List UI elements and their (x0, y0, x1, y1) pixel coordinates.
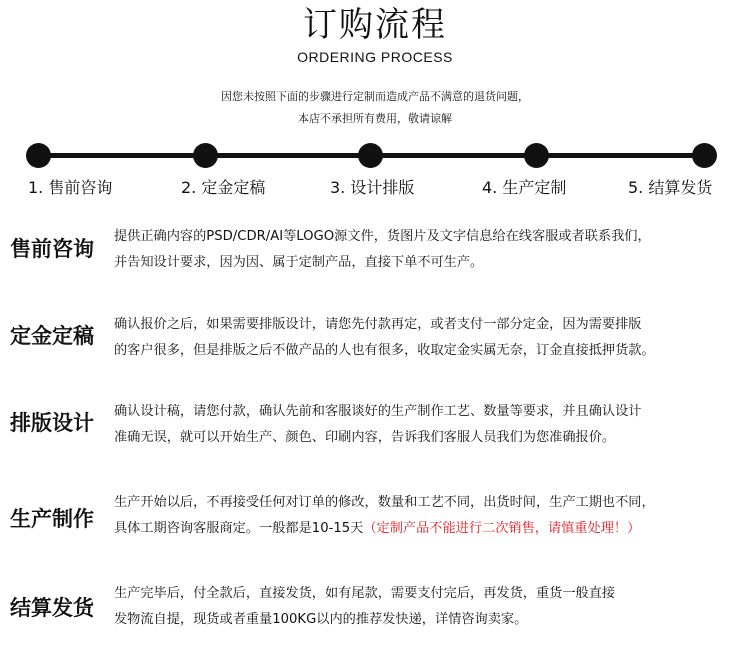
warning-text: （定制产品不能进行二次销售，请慎重处理！） (363, 521, 641, 536)
section-line: 提供正确内容的PSD/CDR/AI等LOGO源文件，货图片及文字信息给在线客服或者联系我们， (114, 229, 651, 244)
timeline-dot-5 (692, 143, 717, 168)
section-body-production (114, 490, 746, 542)
section-body-shipping (114, 581, 746, 633)
timeline-dot-1 (26, 143, 51, 168)
section-line: 生产开始以后，不再接受任何对订单的修改，数量和工艺不同，出货时间，生产工期也不同， (114, 495, 655, 510)
section-body-deposit (114, 312, 746, 364)
section-line (114, 516, 746, 542)
section-body-design (114, 399, 746, 451)
section-line: 生产完毕后，付全款后，直接发货，如有尾款，需要支付完后，再发货，重货一般直接 (114, 586, 616, 601)
notice-line-2: 本店不承担所有费用，敬请谅解 (298, 112, 452, 125)
step-label-1: 1. 售前咨询 (28, 178, 113, 197)
step-label-5: 5. 结算发货 (628, 178, 713, 197)
notice-line-1: 因您未按照下面的步骤进行定制而造成产品不满意的退货问题， (221, 90, 529, 103)
step-label-4: 4. 生产定制 (482, 178, 567, 197)
timeline-dot-3 (358, 143, 383, 168)
section-body-presale (114, 224, 746, 276)
step-label-2: 2. 定金定稿 (181, 178, 266, 197)
section-title-presale: 售前咨询 (10, 237, 94, 261)
section-title-design: 排版设计 (10, 411, 94, 435)
page-subtitle: ORDERING PROCESS (297, 49, 453, 65)
section-line-text: 具体工期咨询客服商定。一般都是10-15天 (114, 521, 364, 536)
section-line: 确认报价之后，如果需要排版设计，请您先付款再定，或者支付一部分定金，因为需要排版 (114, 317, 642, 332)
section-line: 准确无误，就可以开始生产、颜色、印刷内容，告诉我们客服人员我们为您准确报价。 (114, 430, 616, 445)
section-line: 的客户很多，但是排版之后不做产品的人也有很多，收取定金实属无奈，订金直接抵押货款。 (114, 343, 655, 358)
section-title-production: 生产制作 (10, 507, 94, 531)
process-timeline (0, 141, 750, 171)
section-line: 发物流自提，现货或者重量100KG以内的推荐发快递，详情咨询卖家。 (114, 612, 528, 627)
section-line: 确认设计稿，请您付款，确认先前和客服谈好的生产制作工艺、数量等要求，并且确认设计 (114, 404, 642, 419)
page-title: 订购流程 (303, 5, 447, 45)
timeline-dot-4 (524, 143, 549, 168)
step-label-3: 3. 设计排版 (330, 178, 415, 197)
section-line: 并告知设计要求，因为因、属于定制产品，直接下单不可生产。 (114, 255, 484, 270)
section-title-shipping: 结算发货 (10, 596, 94, 620)
section-title-deposit: 定金定稿 (10, 324, 94, 348)
timeline-dot-2 (193, 143, 218, 168)
